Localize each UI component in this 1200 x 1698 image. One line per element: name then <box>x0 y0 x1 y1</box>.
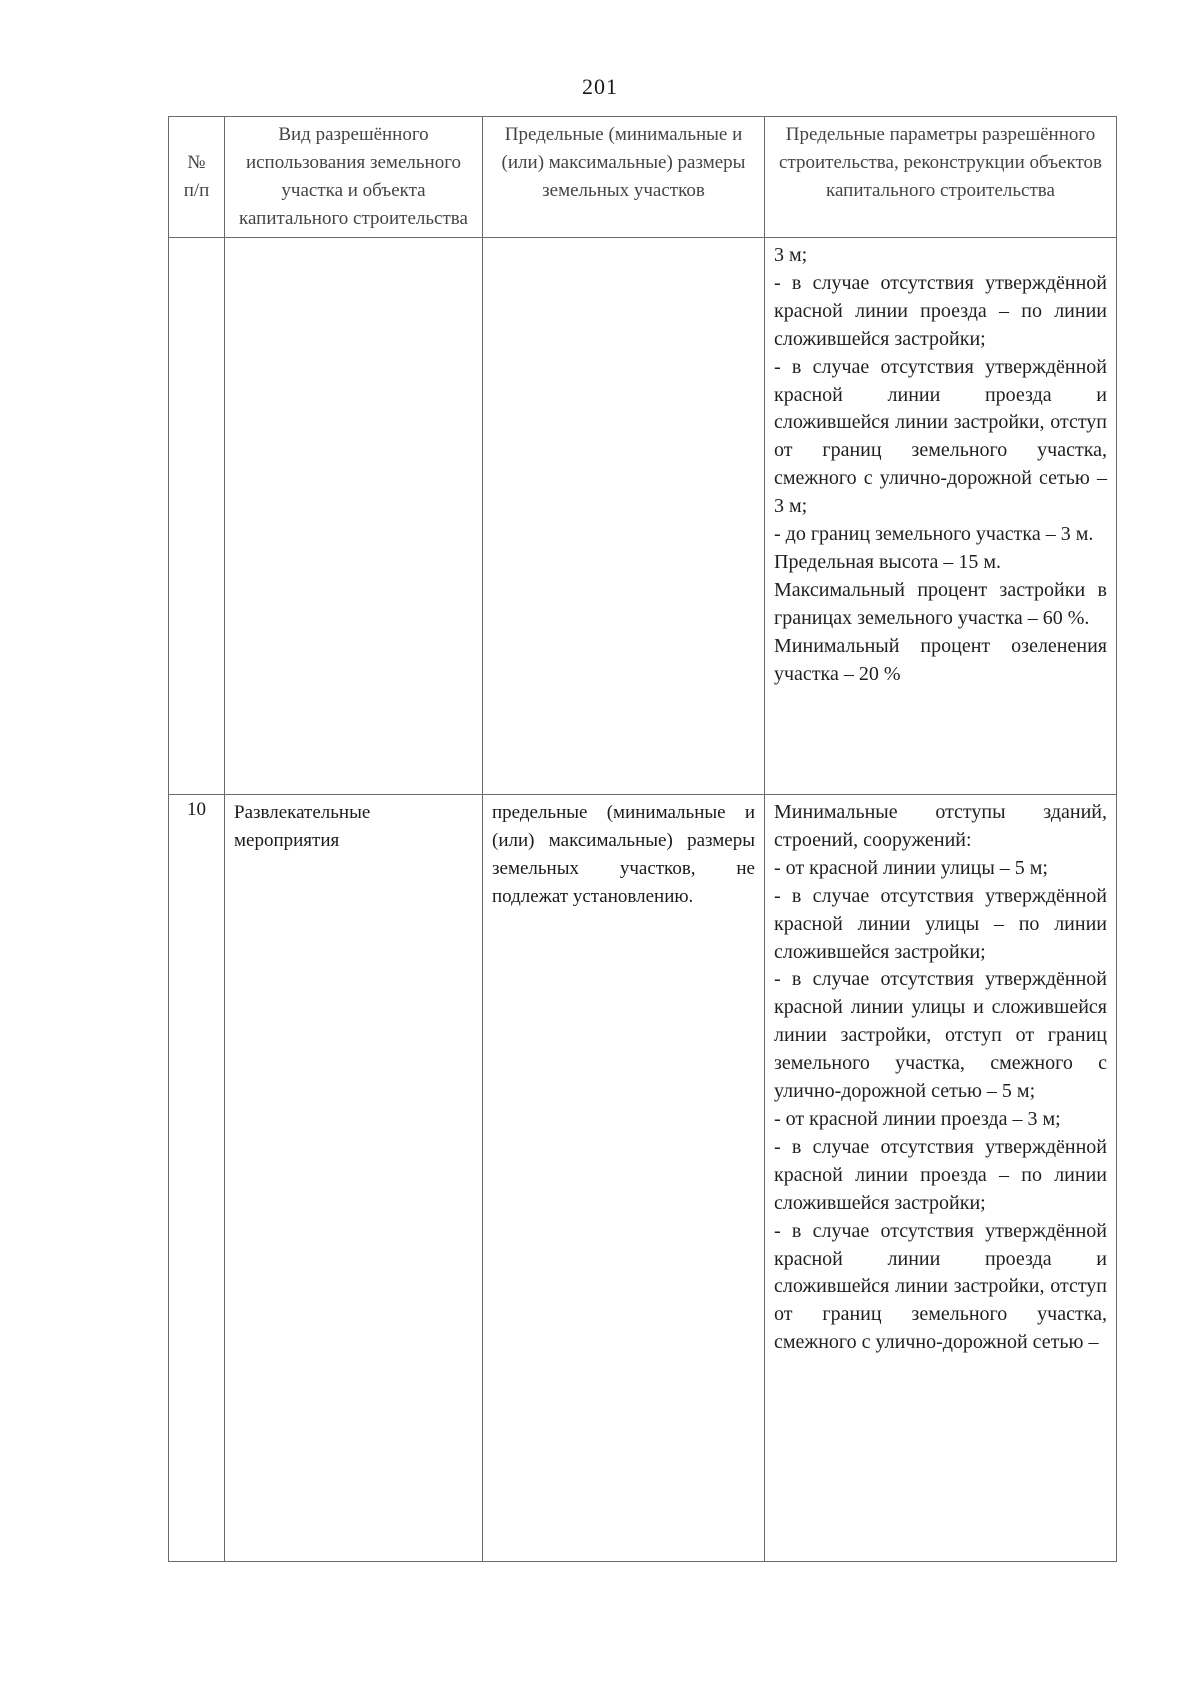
header-plot-sizes: Предельные (минимальные и (или) максимальные) размеры земельных участков <box>483 117 765 238</box>
row-plot-sizes <box>483 238 765 795</box>
param-line: - от красной линии улицы – 5 м; <box>774 856 1048 879</box>
row-number: 10 <box>169 795 225 1562</box>
param-line: - в случае отсутствия утверждённой красной линии улицы – по линии сложившейся застройки; <box>774 884 1107 963</box>
param-line: 3 м; <box>774 244 808 266</box>
header-number: № п/п <box>169 117 225 238</box>
header-permitted-use: Вид разрешённого использования земельного участка и объекта капитального строительства <box>225 117 483 238</box>
row-construction-params <box>765 238 1117 795</box>
table-row-10 <box>169 795 1117 1562</box>
row-plot-sizes: предельные (минимальные и (или) максимальные) размеры земельных участков, не подлежат установлению. <box>483 795 765 1562</box>
zoning-regulations-table <box>168 116 1117 1562</box>
page-number: 201 <box>582 74 618 99</box>
param-line: - в случае отсутствия утверждённой красной линии улицы и сложившейся линии застройки, отступ от границ земельного участка, смежного с улично-дорожной сетью – 5 м; <box>774 968 1107 1103</box>
row-permitted-use: Развлекательные мероприятия <box>225 795 483 1562</box>
row-permitted-use <box>225 238 483 795</box>
param-line: Предельная высота – 15 м. <box>774 550 1002 573</box>
param-line: - до границ земельного участка – 3 м. <box>774 523 1094 546</box>
param-line: - в случае отсутствия утверждённой красной линии проезда и сложившейся линии застройки, отступ от границ земельного участка, смежного с улично-дорожной сетью – 3 м; <box>774 355 1107 518</box>
header-construction-params: Предельные параметры разрешённого строительства, реконструкции объектов капитального строительства <box>765 117 1117 238</box>
row-number <box>169 238 225 795</box>
param-line: Минимальные отступы зданий, строений, сооружений: <box>774 801 1107 851</box>
table-header <box>169 117 1117 238</box>
table-row-continuation <box>169 238 1117 795</box>
param-line: Минимальный процент озеленения участка – 20 % <box>774 634 1107 685</box>
param-line: - от красной линии проезда – 3 м; <box>774 1107 1061 1130</box>
param-line: Максимальный процент застройки в границах земельного участка – 60 %. <box>774 578 1107 629</box>
row-construction-params <box>765 795 1117 1562</box>
param-line: - в случае отсутствия утверждённой красной линии проезда – по линии сложившейся застройки; <box>774 271 1107 350</box>
param-line: - в случае отсутствия утверждённой красной линии проезда – по линии сложившейся застройки; <box>774 1135 1107 1214</box>
param-line: - в случае отсутствия утверждённой красной линии проезда и сложившейся линии застройки, отступ от границ земельного участка, смежного с улично-дорожной сетью – <box>774 1219 1107 1354</box>
